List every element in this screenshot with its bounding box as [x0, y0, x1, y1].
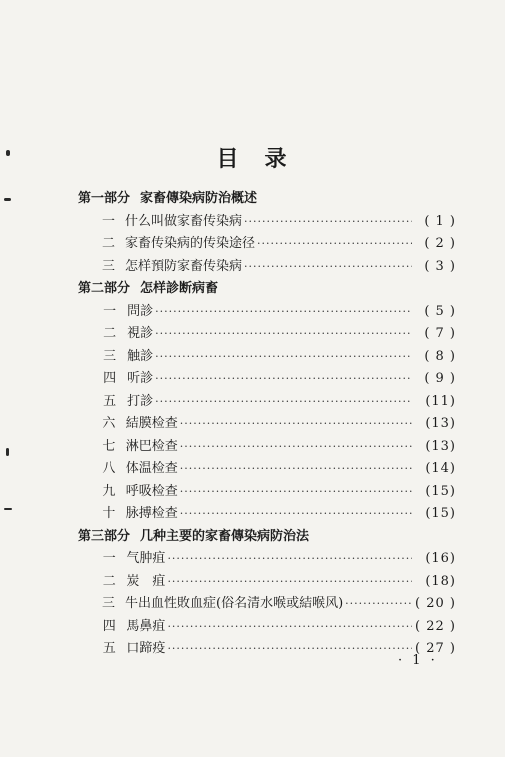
toc-entry[interactable]: [78, 548, 456, 571]
dot-leader: [167, 571, 412, 594]
toc-title-char-1: 目: [216, 147, 241, 172]
entry-label: 体温检查: [125, 461, 178, 476]
dot-leader: [180, 413, 412, 436]
entry-label: 視診: [127, 326, 154, 341]
entry-label: 气肿疽: [126, 551, 166, 566]
toc-entry[interactable]: [78, 233, 456, 256]
toc-entry[interactable]: [78, 616, 456, 639]
dot-leader: [167, 616, 412, 639]
scan-artifact-mark: [4, 508, 12, 510]
entry-label: 呼吸检查: [125, 483, 178, 499]
entry-number: 九: [102, 483, 116, 499]
part-heading[interactable]: [78, 278, 456, 301]
dot-leader: [180, 481, 412, 504]
entry-label: 淋巴检查: [125, 438, 178, 454]
toc-entry[interactable]: [78, 571, 456, 594]
dot-leader: [167, 638, 412, 661]
entry-label: 怎样預防家畜传染病: [125, 258, 243, 274]
entry-number: 七: [102, 438, 116, 454]
toc-entry[interactable]: [78, 413, 456, 436]
entry-page-ref: (18): [425, 573, 456, 589]
scan-artifact-mark: [6, 448, 9, 456]
part-title: 几种主要的家畜傳染病防治法: [140, 528, 310, 544]
entry-page-ref: ( 27 ): [415, 641, 456, 656]
entry-label: 什么叫做家畜传染病: [125, 213, 243, 229]
entry-page-ref: ( 8 ): [424, 348, 456, 364]
entry-page-ref: ( 1 ): [424, 213, 456, 229]
toc-entry[interactable]: [78, 368, 456, 391]
entry-number: 五: [103, 393, 117, 409]
toc-title: [0, 142, 505, 173]
entry-label: 結膜检查: [125, 416, 178, 431]
entry-page-ref: (14): [425, 461, 456, 476]
dot-leader: [180, 503, 412, 526]
entry-page-ref: ( 3 ): [424, 258, 456, 274]
toc-entry[interactable]: [78, 481, 456, 504]
entry-page-ref: (13): [425, 438, 456, 454]
entry-label: 脉搏检查: [125, 506, 178, 521]
entry-page-ref: ( 22 ): [415, 618, 456, 634]
entry-number: 十: [102, 506, 116, 521]
dot-leader: [244, 256, 412, 279]
part-heading[interactable]: [78, 188, 456, 211]
toc-entry[interactable]: [78, 458, 456, 481]
part-title: 家畜傳染病防治概述: [140, 191, 258, 206]
entry-page-ref: (15): [425, 483, 456, 499]
dot-leader: [155, 391, 412, 414]
dot-leader: [155, 346, 412, 369]
entry-label: 口蹄疫: [126, 641, 166, 656]
entry-page-ref: ( 9 ): [424, 371, 456, 386]
dot-leader: [180, 436, 412, 459]
dot-leader: [155, 323, 412, 346]
entry-number: 三: [103, 348, 117, 364]
part-label: 第一部分: [78, 191, 131, 206]
entry-page-ref: ( 7 ): [424, 326, 456, 341]
entry-number: 三: [102, 596, 116, 611]
entry-label: 炭 疽: [126, 573, 166, 589]
entry-page-ref: (13): [425, 416, 456, 431]
entry-number: 五: [102, 641, 116, 656]
dot-leader: [180, 458, 412, 481]
toc-entry[interactable]: [78, 436, 456, 459]
entry-label: 牛出血性敗血症(俗名清水喉或結喉风): [125, 596, 344, 611]
entry-page-ref: (11): [425, 393, 456, 409]
toc-entry[interactable]: [78, 346, 456, 369]
entry-page-ref: ( 2 ): [424, 236, 456, 251]
entry-number: 四: [103, 371, 117, 386]
dot-leader: [155, 368, 412, 391]
toc-entry[interactable]: [78, 256, 456, 279]
entry-page-ref: (15): [425, 506, 456, 521]
toc-entry[interactable]: [78, 593, 456, 616]
entry-label: 触診: [127, 348, 154, 364]
entry-number: 六: [102, 416, 116, 431]
entry-label: 听診: [127, 371, 154, 386]
entry-label: 打診: [127, 393, 154, 409]
entry-number: 一: [103, 303, 117, 319]
dot-leader: [155, 301, 412, 324]
entry-number: 八: [102, 461, 116, 476]
page-number: · 1 ·: [398, 653, 438, 668]
dot-leader: [345, 593, 412, 616]
entry-number: 一: [102, 551, 116, 566]
table-of-contents: [78, 188, 456, 661]
entry-number: 一: [102, 213, 116, 229]
entry-label: 馬鼻疽: [126, 618, 166, 634]
dot-leader: [167, 548, 412, 571]
entry-page-ref: ( 5 ): [424, 303, 456, 319]
part-label: 第三部分: [78, 528, 131, 544]
entry-label: 問診: [127, 303, 154, 319]
toc-entry[interactable]: [78, 211, 456, 234]
dot-leader: [257, 233, 412, 256]
toc-title-char-2: 录: [264, 147, 289, 172]
entry-number: 二: [102, 573, 116, 589]
entry-number: 四: [102, 618, 116, 634]
toc-entry[interactable]: [78, 323, 456, 346]
entry-number: 二: [102, 236, 116, 251]
entry-number: 二: [103, 326, 117, 341]
toc-entry[interactable]: [78, 301, 456, 324]
entry-number: 三: [102, 258, 116, 274]
entry-page-ref: (16): [425, 551, 456, 566]
part-heading[interactable]: [78, 526, 456, 549]
toc-entry[interactable]: [78, 391, 456, 414]
toc-entry[interactable]: [78, 503, 456, 526]
scan-artifact-mark: [4, 198, 11, 201]
entry-page-ref: ( 20 ): [415, 596, 456, 611]
dot-leader: [244, 211, 412, 234]
part-title: 怎样診断病畜: [140, 281, 219, 296]
part-label: 第二部分: [78, 281, 131, 296]
entry-label: 家畜传染病的传染途径: [125, 236, 256, 251]
